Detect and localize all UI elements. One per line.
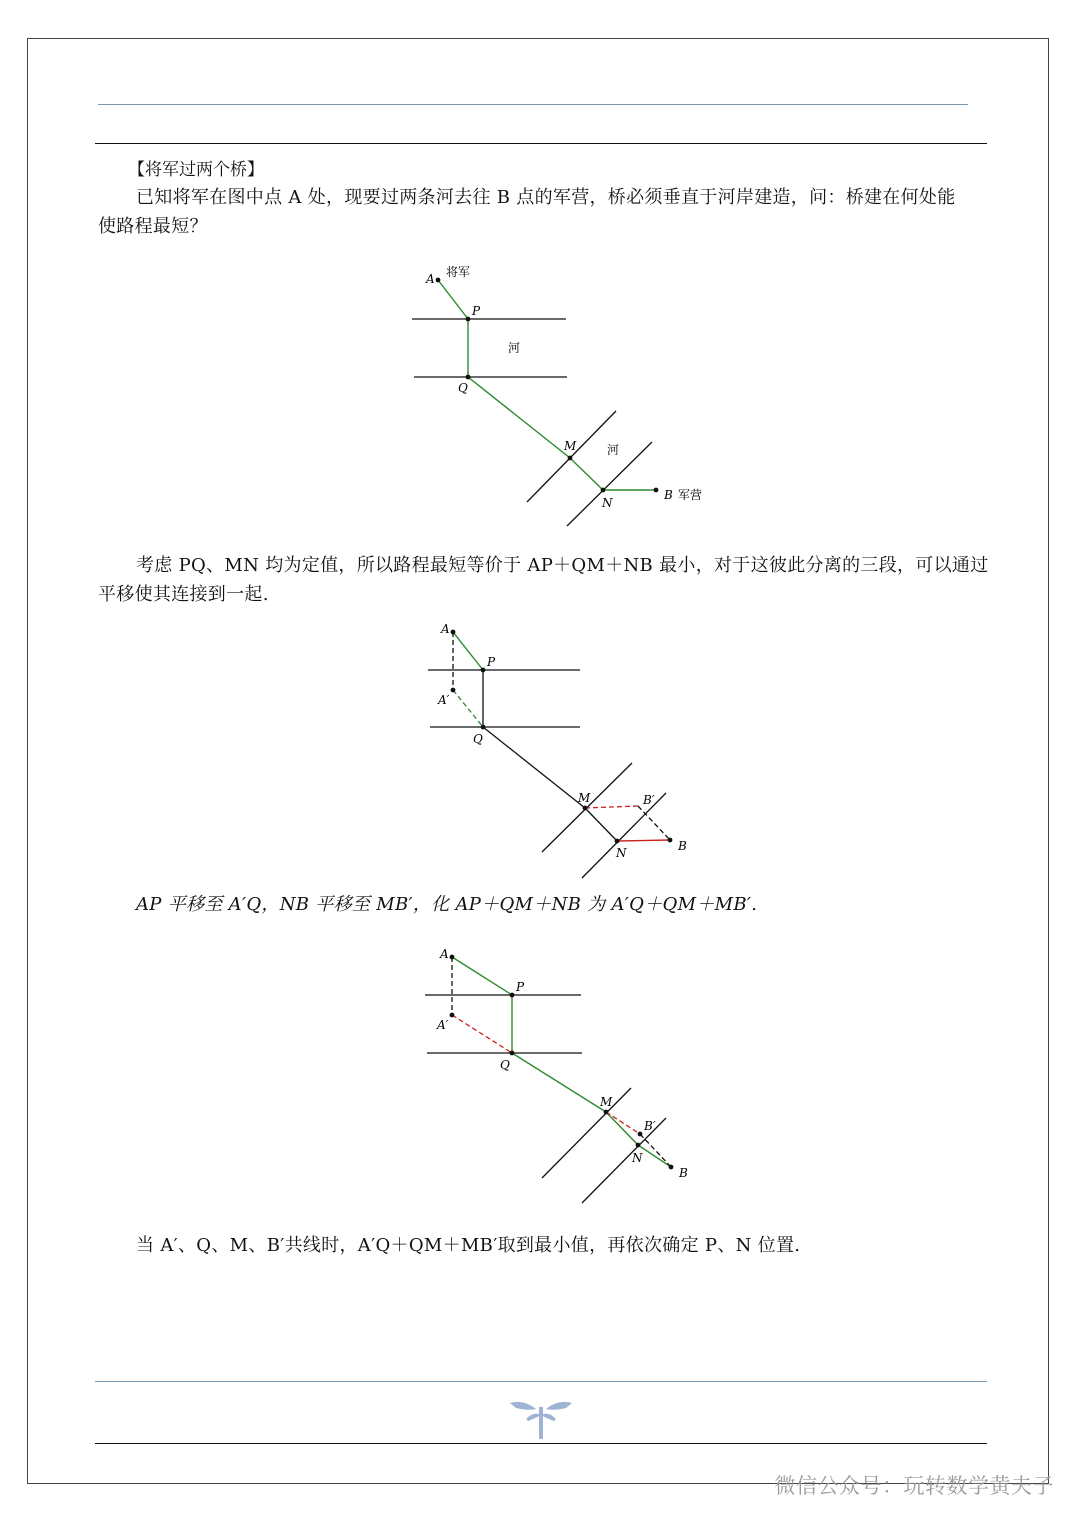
paragraph-2-line-2: 平移使其连接到一起.: [98, 584, 269, 605]
fig1-label-river2: 河: [607, 443, 620, 457]
paragraph-2-line-1: 考虑 PQ、MN 均为定值，所以路程最短等价于 AP＋QM＋NB 最小，对于这彼此分离的三段，可以通过: [136, 555, 989, 576]
fig2-label-Q: Q: [473, 732, 483, 746]
watermark: 微信公众号：玩转数学黄夫子: [774, 1474, 1054, 1498]
fig3-label-Q: Q: [500, 1058, 510, 1072]
fig2-label-A: A: [441, 622, 450, 636]
fig3-label-P: P: [516, 980, 525, 994]
fig2-label-B: B: [678, 839, 687, 853]
fig3-label-B: B: [679, 1166, 688, 1180]
problem-line-1: 已知将军在图中点 A 处，现要过两条河去往 B 点的军营，桥必须垂直于河岸建造，问：桥建在何处能: [136, 187, 956, 208]
fig3-label-B-prime: B′: [644, 1119, 656, 1133]
paragraph-4: 当 A′、Q、M、B′共线时，A′Q＋QM＋MB′取到最小值，再依次确定 P、N 位置.: [136, 1235, 801, 1256]
footer-rule-bottom: [95, 1443, 987, 1444]
paragraph-3: AP 平移至 A′Q，NB 平移至 MB′，化 AP＋QM＋NB 为 A′Q＋QM＋MB′.: [136, 894, 758, 915]
fig3-label-N: N: [632, 1151, 643, 1165]
fig1-label-camp: 军营: [678, 488, 703, 502]
fig2-label-B-prime: B′: [643, 793, 655, 807]
footer-rule-top: [95, 1381, 987, 1382]
fig1-label-B: B: [664, 488, 673, 502]
fig3-label-M: M: [600, 1095, 613, 1109]
fig3-label-A-prime: A′: [437, 1018, 449, 1032]
fig2-label-N: N: [616, 846, 627, 860]
fig1-label-river1: 河: [508, 341, 521, 355]
problem-line-2: 使路程最短？: [98, 216, 208, 237]
fig2-label-M: M: [578, 791, 591, 805]
fig1-label-A: A: [426, 272, 435, 286]
fig1-label-Q: Q: [458, 381, 468, 395]
fig2-label-A-prime: A′: [438, 693, 450, 707]
fig1-label-P: P: [472, 304, 481, 318]
fig2-label-P: P: [487, 655, 496, 669]
fig1-label-general: 将军: [446, 265, 471, 279]
section-title: 【将军过两个桥】: [128, 160, 264, 180]
fig3-label-A: A: [440, 947, 449, 961]
tree-logo-icon: [506, 1395, 576, 1441]
fig1-label-N: N: [602, 496, 613, 510]
fig1-label-M: M: [564, 439, 577, 453]
